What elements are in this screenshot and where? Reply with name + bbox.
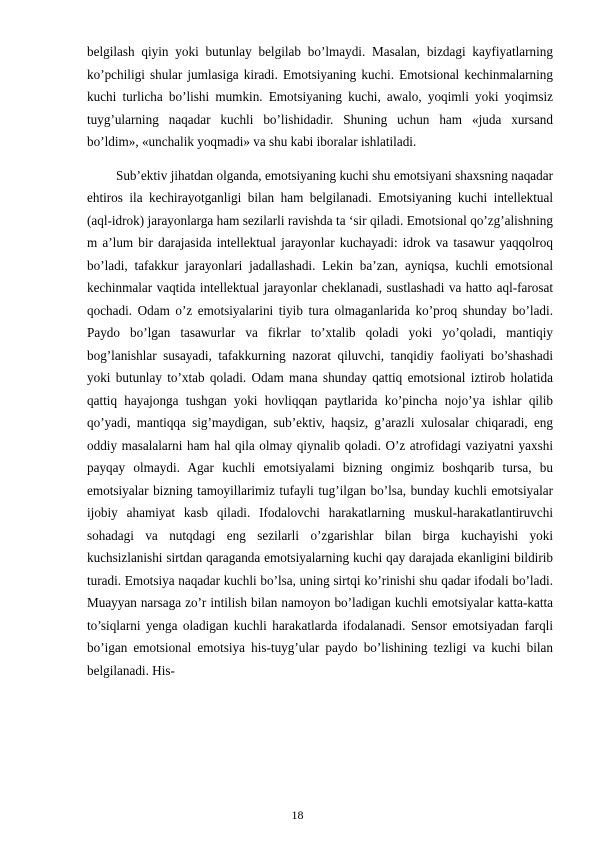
body-text bbox=[87, 41, 553, 682]
paragraph-emotion-strength: Sub’ektiv jihatdan olganda, emotsiyaning kuchi shu emotsiyani shaxsning naqadar ehtiros ila kechirayotganligi bilan ham belgilanadi. Emotsiyaning kuchi intellektual (aql-idrok) jarayonlarga ham sezilarli ravishda ta ‘sir qiladi. Emotsional qo’zg’alishning m a’lum bir darajasida intellektual jarayonlar kuchayadi: idrok va tasawur yaqqolroq bo’ladi, tafakkur jarayonlari jadallashadi. Lekin ba’zan, ayniqsa, kuchli emotsional kechinmalar vaqtida intellektual jarayonlar cheklanadi, sustlashadi va hatto aql-farosat qochadi. Odam o’z emotsiyalarini tiyib tura olmaganlarida ko’proq shunday bo’ladi. Paydo bo’lgan tasawurlar va fikrlar to’xtalib qoladi yoki yo’qoladi, mantiqiy bog’lanishlar susayadi, tafakkurning nazorat qiluvchi, tanqidiy faoliyati bo’shashadi yoki butunlay to’xtab qoladi. Odam mana shunday qattiq emotsional iztirob holatida qattiq hayajonga tushgan yoki hovliqqan paytlarida ko’pincha nojo’ya ishlar qilib qo’yadi, mantiqqa sig’maydigan, sub’ektiv, haqsiz, g’arazli xulosalar chiqaradi, eng oddiy masalalarni ham hal qila olmay qiynalib qoladi. O’z atrofidagi vaziyatni yaxshi payqay olmaydi. Agar kuchli emotsiyalami bizning ongimiz boshqarib tursa, bu emotsiyalar bizning tamoyillarimiz tufayli tug’ilgan bo’lsa, bunday kuchli emotsiyalar ijobiy ahamiyat kasb qiladi. Ifodalovchi harakatlarning muskul-harakatlantiruvchi sohadagi va nutqdagi eng sezilarli o’zgarishlar bilan birga kuchayishi yoki kuchsizlanishi sirtdan qaraganda emotsiyalarning kuchi qay darajada ekanligini bildirib turadi. Emotsiya naqadar kuchli bo’lsa, uning sirtqi ko’rinishi shu qadar ifodali bo’ladi. Muayyan narsaga zo’r intilish bilan namoyon bo’ladigan kuchli emotsiyalar katta-katta to’siqlarni yenga oladigan kuchli harakatlarda ifodalanadi. Sensor emotsiyadan farqli bo’igan emotsional emotsiya his-tuyg’ular paydo bo’lishining tezligi va kuchi bilan belgilanadi. His- bbox=[87, 167, 553, 678]
paragraph-continuation: belgilash qiyin yoki butunlay belgilab bo’lmaydi. Masalan, bizdagi kayfiyatlarning ko’pchiligi shular jumlasiga kiradi. Emotsiyaning kuchi. Emotsional kechinmalarning kuchi turlicha bo’lishi mumkin. Emotsiyaning kuchi, awalo, yoqimli yoki yoqimsiz tuyg’ularning naqadar kuchli bo’lishidadir. Shuning uchun ham «juda xursand bo’ldim», «unchalik yoqmadi» va shu kabi iboralar ishlatiladi. bbox=[87, 44, 553, 149]
page-number: 18 bbox=[291, 808, 304, 822]
